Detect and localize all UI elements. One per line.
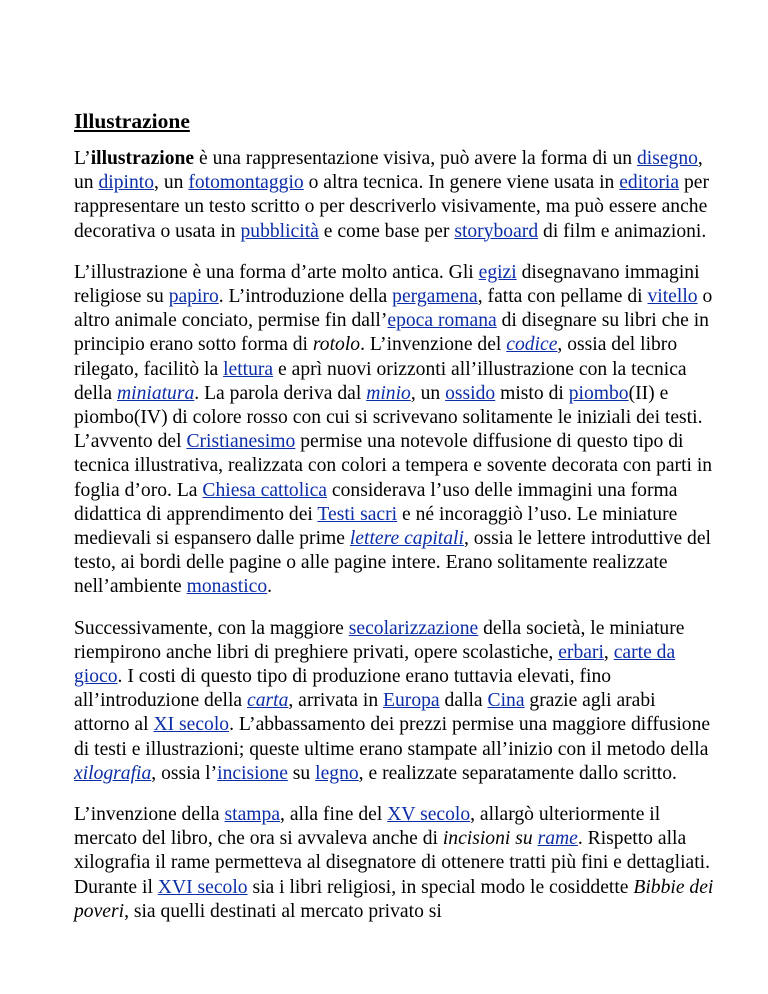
text-run: e aprì nuovi orizzonti all’illustrazione con la tecnica della bbox=[74, 358, 687, 404]
text-run: è una rappresentazione visiva, può avere la forma di un bbox=[194, 148, 637, 169]
text-run: . La parola deriva dal bbox=[194, 382, 367, 404]
text-run: . I costi di questo tipo di produzione erano tuttavia elevati, fino all’introduzione della bbox=[74, 666, 612, 712]
page-title: Illustrazione bbox=[74, 109, 190, 133]
wiki-link[interactable]: codice bbox=[506, 334, 558, 356]
text-run: L’ bbox=[74, 148, 91, 169]
wiki-link[interactable]: lettere capitali bbox=[349, 528, 464, 550]
text-run: della società, le miniature riempirono anche libri di preghiere privati, opere scolastiche, bbox=[74, 617, 685, 663]
text-run: . L’abbassamento dei prezzi permise una maggiore diffusione di testi e illustrazioni; queste ultime erano stampate all’inizio con il metodo della bbox=[74, 714, 711, 760]
wiki-link[interactable]: miniatura bbox=[116, 382, 195, 404]
text-run: grazie agli arabi attorno al bbox=[74, 690, 656, 736]
text-run: , ossia le lettere introduttive del testo, ai bordi delle pagine o alle pagine intere. Erano solitamente realizzate nell’ambiente bbox=[74, 528, 711, 598]
paragraph-printing bbox=[74, 803, 714, 924]
paragraph-definition bbox=[74, 147, 714, 244]
text-run: Successivamente, con la maggiore bbox=[74, 617, 349, 639]
text-run: . L’introduzione della bbox=[218, 286, 393, 308]
italic-term: Bibbie dei poveri bbox=[74, 876, 714, 922]
wiki-link[interactable]: legno bbox=[315, 762, 359, 784]
wiki-link[interactable]: pubblicità bbox=[240, 220, 319, 242]
text-run: . L’invenzione del bbox=[360, 334, 507, 356]
text-run: su bbox=[287, 762, 316, 784]
bold-term: illustrazione bbox=[90, 148, 195, 169]
text-run: , alla fine del bbox=[280, 804, 388, 826]
text-run: disegnavano immagini religiose su bbox=[74, 261, 700, 308]
text-run: , allargò ulteriormente il mercato del libro, che ora si avvaleva anche di bbox=[74, 804, 661, 850]
wiki-link[interactable]: epoca romana bbox=[387, 310, 497, 332]
text-run: , fatta con pellame di bbox=[477, 286, 648, 308]
wiki-link[interactable]: Chiesa cattolica bbox=[202, 479, 327, 501]
text-run: di film e animazioni. bbox=[538, 220, 707, 242]
wiki-link[interactable]: Testi sacri bbox=[317, 503, 398, 525]
text-run: per rappresentare un testo scritto o per descriverlo visivamente, ma può essere anche decorativa o usata in bbox=[74, 172, 709, 242]
wiki-link[interactable]: incisione bbox=[217, 762, 288, 784]
wiki-link[interactable]: erbari bbox=[558, 641, 604, 663]
wiki-link[interactable]: Cina bbox=[487, 690, 525, 712]
text-run: . Rispetto alla xilografia il rame permetteva al disegnatore di ottenere tratti più fini e dettagliati. Durante il bbox=[74, 828, 711, 898]
wiki-link[interactable]: fotomontaggio bbox=[188, 172, 304, 194]
text-run: , arrivata in bbox=[288, 690, 384, 712]
text-run: , e realizzate separatamente dallo scritto. bbox=[358, 762, 677, 784]
wiki-link[interactable]: monastico bbox=[186, 576, 268, 598]
text-run: , ossia del libro rilegato, facilitò la bbox=[74, 334, 678, 380]
text-run: , bbox=[603, 641, 614, 663]
wiki-link[interactable]: vitello bbox=[647, 286, 698, 308]
wiki-link[interactable]: pergamena bbox=[392, 286, 478, 308]
document-page bbox=[74, 108, 714, 941]
wiki-link[interactable]: XI secolo bbox=[153, 714, 230, 736]
italic-term: rotolo bbox=[312, 334, 361, 356]
paragraph-history bbox=[74, 261, 714, 600]
wiki-link[interactable]: carte da gioco bbox=[74, 641, 676, 688]
text-run: , un bbox=[74, 148, 703, 194]
wiki-link[interactable]: ossido bbox=[445, 382, 496, 404]
wiki-link[interactable]: stampa bbox=[224, 804, 281, 826]
text-run: , sia quelli destinati al mercato privato si bbox=[124, 900, 442, 922]
wiki-link[interactable]: editoria bbox=[619, 172, 680, 194]
wiki-link[interactable]: egizi bbox=[478, 261, 517, 283]
wiki-link[interactable]: xilografia bbox=[74, 762, 152, 784]
text-run: misto di bbox=[495, 382, 569, 404]
text-run: sia i libri religiosi, in special modo le cosiddette bbox=[247, 876, 634, 898]
text-run: (II) e piombo(IV) di colore rosso con cui si scrivevano solitamente le iniziali dei testi. L’avvento del bbox=[74, 382, 703, 453]
text-run: e né incoraggiò l’uso. Le miniature medievali si espansero dalle prime bbox=[74, 503, 678, 550]
text-run: considerava l’uso delle immagini una forma didattica di apprendimento dei bbox=[74, 479, 678, 525]
wiki-link[interactable]: dipinto bbox=[98, 172, 155, 194]
text-run: e come base per bbox=[318, 220, 455, 242]
text-run: , un bbox=[154, 172, 189, 194]
text-run: o altra tecnica. In genere viene usata in bbox=[303, 172, 620, 194]
text-run: permise una notevole diffusione di questo tipo di tecnica illustrativa, realizzata con colori a tempera e sovente decorata con parti in foglia d’oro. La bbox=[74, 431, 713, 501]
wiki-link[interactable]: storyboard bbox=[454, 220, 539, 242]
wiki-link[interactable]: lettura bbox=[223, 358, 274, 380]
wiki-link[interactable]: rame bbox=[537, 828, 578, 850]
wiki-link[interactable]: XVI secolo bbox=[157, 876, 248, 898]
wiki-link[interactable]: disegno bbox=[636, 148, 698, 169]
text-run: di disegnare su libri che in principio erano sotto forma di bbox=[74, 310, 709, 356]
text-run: . bbox=[267, 576, 273, 598]
text-run: , ossia l’ bbox=[151, 762, 218, 784]
text-run: o altro animale conciato, permise fin dall’ bbox=[74, 286, 713, 332]
wiki-link[interactable]: secolarizzazione bbox=[348, 617, 479, 639]
paragraph-secularization bbox=[74, 617, 714, 786]
text-run: , un bbox=[410, 382, 446, 404]
wiki-link[interactable]: minio bbox=[366, 382, 411, 404]
wiki-link[interactable]: Europa bbox=[383, 690, 440, 712]
wiki-link[interactable]: Cristianesimo bbox=[186, 431, 296, 453]
text-run: L’illustrazione è una forma d’arte molto antica. Gli bbox=[74, 261, 479, 283]
wiki-link[interactable]: XV secolo bbox=[387, 804, 471, 826]
text-run: L’invenzione della bbox=[74, 804, 225, 826]
text-run: dalla bbox=[439, 690, 488, 712]
wiki-link[interactable]: carta bbox=[247, 690, 289, 712]
wiki-link[interactable]: piombo bbox=[568, 382, 629, 404]
italic-term: incisioni su bbox=[442, 828, 538, 850]
wiki-link[interactable]: papiro bbox=[168, 286, 219, 308]
